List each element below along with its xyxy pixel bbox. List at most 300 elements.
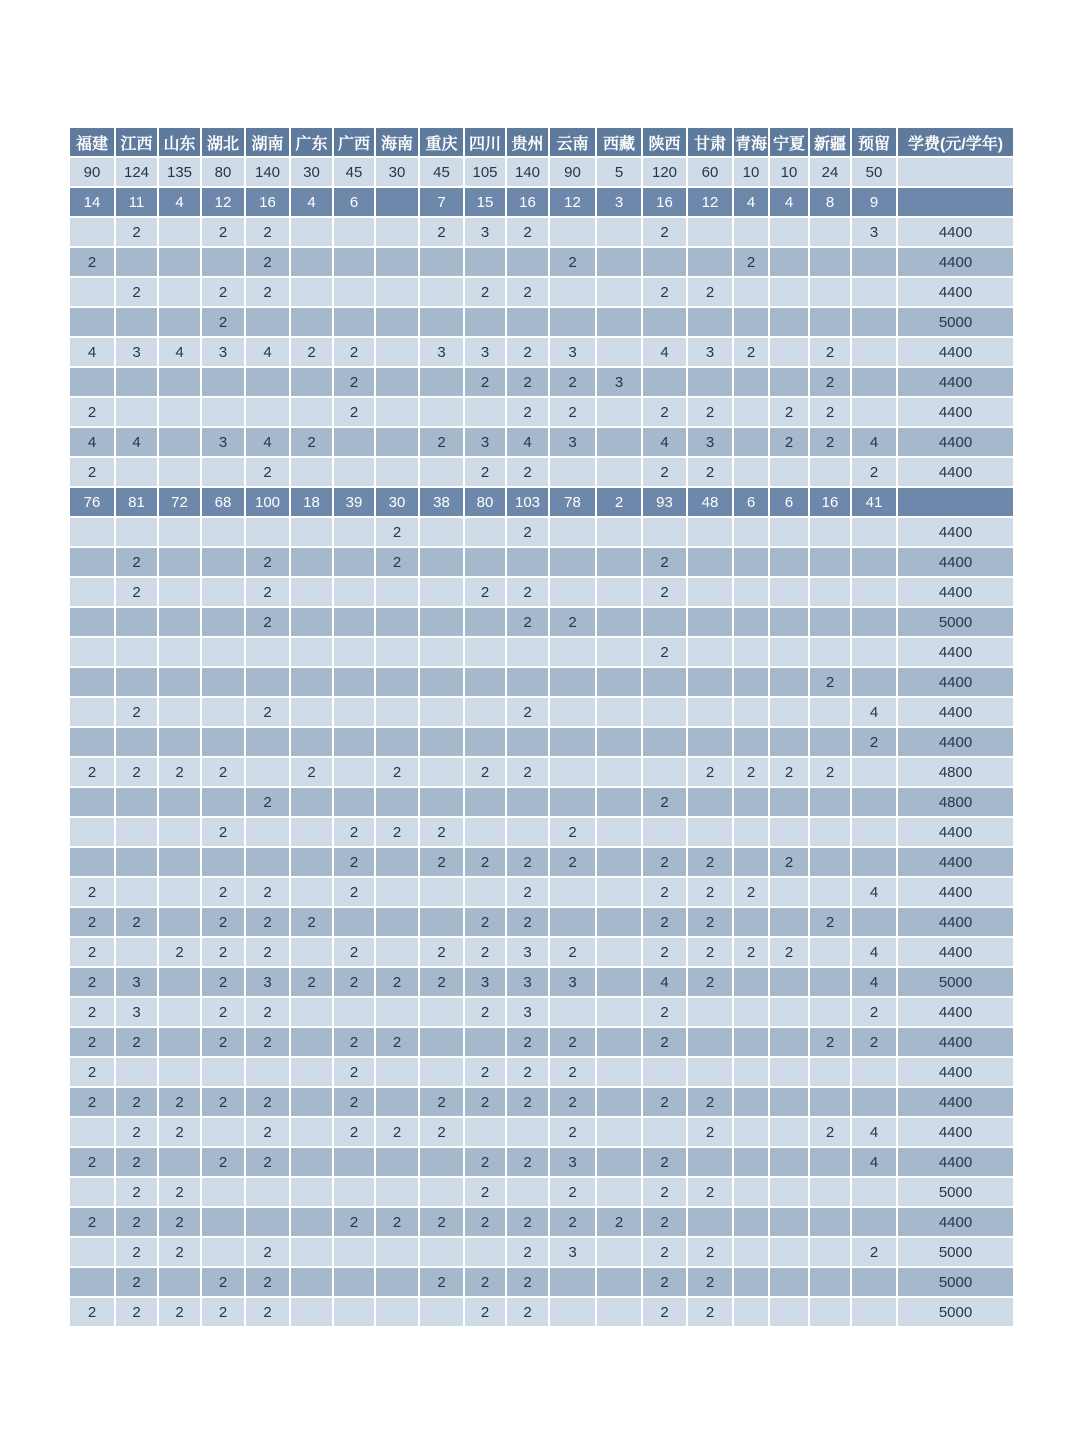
table-cell [291, 878, 334, 908]
table-cell [688, 1028, 734, 1058]
table-cell: 4400 [898, 878, 1015, 908]
table-cell [70, 1178, 116, 1208]
table-cell [810, 278, 852, 308]
table-cell: 2 [246, 908, 291, 938]
table-cell: 2 [507, 848, 550, 878]
table-cell: 2 [70, 248, 116, 278]
table-cell [420, 728, 465, 758]
table-cell: 2 [465, 1088, 507, 1118]
table-cell: 81 [116, 488, 159, 518]
table-cell: 2 [643, 458, 688, 488]
table-cell [334, 578, 376, 608]
table-cell [376, 1238, 420, 1268]
table-cell: 2 [202, 908, 246, 938]
table-cell [852, 308, 898, 338]
table-cell [70, 1118, 116, 1148]
table-cell: 6 [334, 188, 376, 218]
table-row [70, 368, 1015, 398]
table-cell: 4400 [898, 1118, 1015, 1148]
table-cell [334, 248, 376, 278]
table-cell [852, 1088, 898, 1118]
table-cell: 2 [246, 788, 291, 818]
table-cell [376, 428, 420, 458]
table-cell [376, 608, 420, 638]
table-cell [420, 1178, 465, 1208]
table-cell [291, 398, 334, 428]
table-cell: 140 [246, 158, 291, 188]
table-cell [734, 1058, 770, 1088]
table-cell: 2 [202, 998, 246, 1028]
table-cell: 3 [465, 428, 507, 458]
table-cell [334, 278, 376, 308]
table-cell [116, 1058, 159, 1088]
table-cell: 2 [116, 548, 159, 578]
table-cell: 2 [770, 938, 810, 968]
enrollment-plan-table [70, 128, 1015, 1328]
table-cell: 3 [550, 428, 597, 458]
table-cell [376, 908, 420, 938]
table-cell [465, 878, 507, 908]
table-cell: 3 [246, 968, 291, 998]
table-cell: 2 [643, 638, 688, 668]
table-cell: 4400 [898, 368, 1015, 398]
table-cell [159, 548, 202, 578]
table-cell [770, 308, 810, 338]
table-cell [376, 278, 420, 308]
table-cell [70, 578, 116, 608]
table-cell: 3 [507, 968, 550, 998]
table-cell [159, 1148, 202, 1178]
table-cell [420, 668, 465, 698]
table-cell [734, 1028, 770, 1058]
table-cell [376, 248, 420, 278]
table-cell: 2 [246, 1028, 291, 1058]
table-cell [597, 428, 643, 458]
table-cell [507, 248, 550, 278]
table-cell [852, 788, 898, 818]
table-cell: 2 [159, 1088, 202, 1118]
table-cell: 2 [334, 1058, 376, 1088]
table-cell: 2 [202, 968, 246, 998]
table-cell: 7 [420, 188, 465, 218]
table-cell: 2 [688, 278, 734, 308]
table-cell [291, 1208, 334, 1238]
table-cell: 3 [597, 188, 643, 218]
table-cell: 3 [116, 968, 159, 998]
table-cell [202, 248, 246, 278]
table-cell: 2 [734, 938, 770, 968]
table-cell: 2 [70, 758, 116, 788]
table-cell: 2 [70, 1028, 116, 1058]
table-cell: 2 [507, 1058, 550, 1088]
table-cell [202, 608, 246, 638]
table-cell: 2 [116, 1088, 159, 1118]
table-cell [334, 788, 376, 818]
table-cell [688, 698, 734, 728]
table-row [70, 1298, 1015, 1328]
table-cell [376, 938, 420, 968]
col-header-fujian: 福建 [70, 128, 116, 158]
table-cell [202, 668, 246, 698]
table-cell: 2 [159, 1208, 202, 1238]
table-cell: 2 [852, 1028, 898, 1058]
table-cell: 2 [643, 998, 688, 1028]
table-row [70, 398, 1015, 428]
table-cell [688, 308, 734, 338]
table-cell: 2 [643, 548, 688, 578]
table-cell [550, 998, 597, 1028]
table-cell: 2 [376, 758, 420, 788]
table-cell: 2 [550, 368, 597, 398]
table-cell [159, 668, 202, 698]
table-cell: 2 [334, 398, 376, 428]
table-cell: 5000 [898, 968, 1015, 998]
table-cell [334, 458, 376, 488]
table-cell: 2 [465, 1178, 507, 1208]
table-cell [810, 518, 852, 548]
table-cell: 2 [420, 1208, 465, 1238]
col-header-hainan: 海南 [376, 128, 420, 158]
table-cell: 90 [70, 158, 116, 188]
table-cell: 2 [643, 278, 688, 308]
table-cell [770, 548, 810, 578]
table-row [70, 458, 1015, 488]
table-cell: 4800 [898, 788, 1015, 818]
table-cell: 2 [202, 308, 246, 338]
table-cell: 4400 [898, 848, 1015, 878]
table-cell: 2 [202, 938, 246, 968]
table-cell: 3 [688, 428, 734, 458]
table-cell [643, 758, 688, 788]
table-cell: 2 [688, 908, 734, 938]
table-cell [376, 578, 420, 608]
table-cell: 2 [810, 908, 852, 938]
table-cell [550, 878, 597, 908]
table-cell: 2 [70, 398, 116, 428]
table-cell [852, 818, 898, 848]
table-cell: 15 [465, 188, 507, 218]
table-cell: 45 [420, 158, 465, 188]
table-cell: 2 [507, 698, 550, 728]
table-cell [734, 218, 770, 248]
table-cell: 2 [688, 848, 734, 878]
table-cell: 2 [734, 248, 770, 278]
table-cell [465, 308, 507, 338]
table-cell: 2 [507, 1148, 550, 1178]
table-cell [770, 1058, 810, 1088]
table-cell [734, 908, 770, 938]
table-cell [643, 518, 688, 548]
table-cell: 2 [334, 968, 376, 998]
table-cell [334, 1238, 376, 1268]
table-cell [334, 908, 376, 938]
table-cell [291, 938, 334, 968]
table-cell [376, 638, 420, 668]
table-cell: 135 [159, 158, 202, 188]
table-cell: 2 [507, 1208, 550, 1238]
table-cell [465, 818, 507, 848]
table-cell: 2 [810, 1118, 852, 1148]
table-cell: 2 [246, 278, 291, 308]
table-row [70, 608, 1015, 638]
table-cell [734, 1268, 770, 1298]
table-cell [465, 668, 507, 698]
table-cell [550, 668, 597, 698]
table-cell [202, 788, 246, 818]
table-cell [116, 398, 159, 428]
table-cell [465, 1118, 507, 1148]
table-cell: 2 [770, 428, 810, 458]
table-cell [597, 878, 643, 908]
table-cell [376, 668, 420, 698]
table-cell: 14 [70, 188, 116, 218]
table-cell: 2 [770, 398, 810, 428]
table-cell [643, 368, 688, 398]
table-cell [246, 1178, 291, 1208]
table-cell [116, 728, 159, 758]
table-cell: 2 [507, 278, 550, 308]
table-cell: 2 [507, 458, 550, 488]
table-cell [507, 548, 550, 578]
table-cell [770, 908, 810, 938]
table-cell: 90 [550, 158, 597, 188]
table-cell [688, 1058, 734, 1088]
table-cell [597, 758, 643, 788]
table-cell [770, 878, 810, 908]
table-cell [465, 608, 507, 638]
col-header-hunan: 湖南 [246, 128, 291, 158]
table-cell [734, 728, 770, 758]
table-cell: 4400 [898, 998, 1015, 1028]
table-cell [550, 548, 597, 578]
table-cell: 6 [770, 488, 810, 518]
table-cell [202, 398, 246, 428]
table-cell [159, 848, 202, 878]
table-cell [420, 548, 465, 578]
table-cell: 2 [376, 518, 420, 548]
table-cell: 2 [116, 1178, 159, 1208]
table-cell: 2 [334, 368, 376, 398]
subtotal-row [70, 188, 1015, 218]
table-cell [334, 1268, 376, 1298]
table-cell: 2 [70, 908, 116, 938]
table-cell: 2 [70, 1088, 116, 1118]
table-cell [734, 1118, 770, 1148]
table-cell: 4 [246, 338, 291, 368]
table-cell: 2 [507, 1268, 550, 1298]
table-cell [734, 818, 770, 848]
table-cell [465, 548, 507, 578]
table-cell: 2 [643, 218, 688, 248]
table-cell [159, 518, 202, 548]
table-cell: 2 [550, 1178, 597, 1208]
table-cell: 72 [159, 488, 202, 518]
table-cell: 4 [70, 428, 116, 458]
table-cell [770, 1298, 810, 1328]
table-cell: 2 [334, 878, 376, 908]
table-cell [770, 368, 810, 398]
table-cell [643, 308, 688, 338]
col-header-shandong: 山东 [159, 128, 202, 158]
table-row [70, 1058, 1015, 1088]
table-cell: 2 [376, 1028, 420, 1058]
table-cell [898, 158, 1015, 188]
table-cell: 4400 [898, 938, 1015, 968]
table-cell: 5000 [898, 1268, 1015, 1298]
table-cell [688, 1208, 734, 1238]
table-cell: 2 [334, 1088, 376, 1118]
table-cell [550, 638, 597, 668]
table-cell [420, 278, 465, 308]
table-cell [376, 728, 420, 758]
table-cell [688, 608, 734, 638]
table-cell [159, 248, 202, 278]
table-cell: 5000 [898, 1298, 1015, 1328]
col-header-qinghai: 青海 [734, 128, 770, 158]
table-cell: 2 [334, 1208, 376, 1238]
table-cell: 2 [70, 878, 116, 908]
table-cell: 2 [810, 1028, 852, 1058]
table-cell [202, 458, 246, 488]
table-cell [291, 608, 334, 638]
table-cell [688, 518, 734, 548]
table-cell: 2 [465, 1058, 507, 1088]
table-cell: 3 [550, 338, 597, 368]
table-cell: 4 [291, 188, 334, 218]
table-cell: 2 [202, 1298, 246, 1328]
table-cell [810, 1298, 852, 1328]
table-cell [70, 788, 116, 818]
table-cell [291, 278, 334, 308]
table-cell: 2 [420, 1118, 465, 1148]
table-cell [643, 668, 688, 698]
table-cell: 4 [852, 968, 898, 998]
table-cell [376, 398, 420, 428]
table-cell: 2 [202, 1028, 246, 1058]
table-cell: 2 [852, 998, 898, 1028]
table-cell: 3 [688, 338, 734, 368]
table-cell [159, 698, 202, 728]
table-cell: 2 [643, 938, 688, 968]
table-cell [334, 758, 376, 788]
table-cell [852, 668, 898, 698]
table-cell: 2 [643, 908, 688, 938]
table-cell: 4 [159, 188, 202, 218]
table-cell [159, 998, 202, 1028]
table-cell: 2 [550, 248, 597, 278]
table-cell: 2 [116, 1298, 159, 1328]
table-cell [202, 728, 246, 758]
table-cell [734, 578, 770, 608]
table-cell [597, 1028, 643, 1058]
table-cell [420, 878, 465, 908]
table-cell [597, 1178, 643, 1208]
table-cell [334, 1298, 376, 1328]
table-cell [550, 278, 597, 308]
table-cell: 2 [246, 698, 291, 728]
table-cell [291, 548, 334, 578]
table-cell: 2 [246, 878, 291, 908]
table-cell: 2 [688, 758, 734, 788]
table-cell: 2 [810, 428, 852, 458]
table-cell [643, 818, 688, 848]
table-cell [597, 1088, 643, 1118]
table-cell: 2 [507, 518, 550, 548]
table-cell: 2 [116, 1268, 159, 1298]
table-cell: 4400 [898, 248, 1015, 278]
table-cell [734, 548, 770, 578]
table-cell: 38 [420, 488, 465, 518]
table-cell: 2 [246, 1298, 291, 1328]
table-cell [202, 1178, 246, 1208]
table-cell [597, 548, 643, 578]
table-cell [810, 1208, 852, 1238]
subtotal-row [70, 488, 1015, 518]
table-cell [420, 398, 465, 428]
table-cell: 2 [291, 968, 334, 998]
table-cell [597, 938, 643, 968]
table-cell: 2 [246, 548, 291, 578]
table-row [70, 218, 1015, 248]
table-cell: 4 [852, 878, 898, 908]
table-cell [376, 1148, 420, 1178]
table-cell: 12 [550, 188, 597, 218]
table-row [70, 1088, 1015, 1118]
table-cell [597, 218, 643, 248]
table-cell: 3 [507, 998, 550, 1028]
table-cell: 2 [334, 1118, 376, 1148]
table-cell: 2 [643, 1028, 688, 1058]
table-cell: 8 [810, 188, 852, 218]
table-cell: 3 [116, 998, 159, 1028]
table-cell [810, 968, 852, 998]
table-cell [246, 668, 291, 698]
table-cell [597, 1268, 643, 1298]
table-cell: 2 [246, 458, 291, 488]
table-cell [465, 518, 507, 548]
table-cell [688, 638, 734, 668]
table-cell [852, 398, 898, 428]
table-cell [643, 698, 688, 728]
table-cell [376, 1298, 420, 1328]
table-cell [810, 938, 852, 968]
table-cell [159, 878, 202, 908]
table-cell [159, 728, 202, 758]
table-cell: 2 [550, 1088, 597, 1118]
table-cell: 2 [643, 578, 688, 608]
table-row [70, 308, 1015, 338]
table-cell [810, 998, 852, 1028]
table-cell [291, 458, 334, 488]
table-cell: 2 [550, 398, 597, 428]
table-cell: 4400 [898, 338, 1015, 368]
table-cell: 4400 [898, 1088, 1015, 1118]
table-cell [334, 518, 376, 548]
table-cell: 16 [507, 188, 550, 218]
table-cell: 2 [465, 1298, 507, 1328]
table-cell [507, 1118, 550, 1148]
table-cell [852, 278, 898, 308]
table-cell [550, 458, 597, 488]
table-cell: 2 [116, 1238, 159, 1268]
col-header-hubei: 湖北 [202, 128, 246, 158]
table-cell [159, 638, 202, 668]
table-row [70, 848, 1015, 878]
table-cell [597, 608, 643, 638]
table-cell [734, 998, 770, 1028]
table-row [70, 1268, 1015, 1298]
table-row [70, 1178, 1015, 1208]
